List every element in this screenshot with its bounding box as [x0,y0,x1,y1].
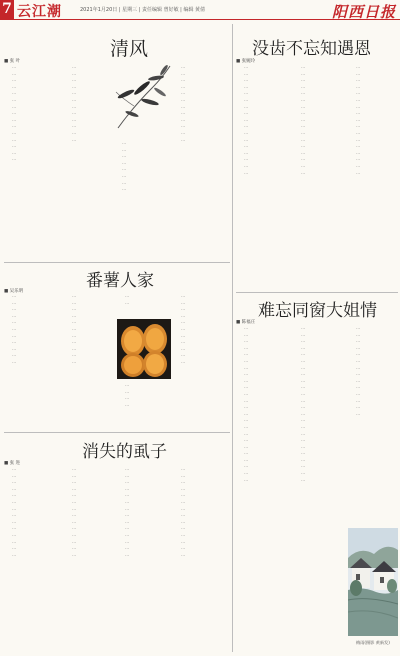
body-paragraph: … [181,96,186,102]
body-paragraph: … [181,136,186,142]
sweet-potato-photo [117,319,171,379]
body-paragraph: … [72,319,77,325]
body-paragraph: … [301,129,306,135]
body-paragraph: … [356,331,361,337]
article-body-meiyu-col3 [348,64,398,290]
article-body-qingfeng-col4 [173,64,230,259]
body-paragraph: … [301,116,306,122]
article-body-fanshu-col3-bottom [117,382,169,428]
body-paragraph: … [12,551,17,557]
body-paragraph: … [181,103,186,109]
body-paragraph: … [356,96,361,102]
byline-meiyu: ■ 张婉玲 [236,59,256,64]
byline-nanwang: ■ 陈福庄 [236,320,256,325]
body-paragraph: … [181,293,186,298]
body-paragraph: … [181,472,186,478]
body-paragraph: … [181,332,186,338]
body-paragraph: … [356,364,361,370]
body-paragraph: … [72,505,77,511]
body-paragraph: … [301,351,306,357]
body-paragraph: … [72,332,77,338]
paper-name: 阳西日报 [331,3,396,21]
body-paragraph: … [181,479,186,485]
byline-zizi: ■ 张 进 [4,461,21,466]
body-paragraph: … [181,525,186,531]
body-paragraph: … [122,159,127,165]
body-paragraph: … [301,344,306,350]
body-paragraph: … [12,123,17,129]
body-paragraph: … [301,463,306,469]
byline-fanshu: ■ 吴乐明 [4,289,24,294]
body-paragraph: … [301,103,306,109]
body-paragraph: … [301,77,306,83]
body-paragraph: … [244,437,249,443]
body-paragraph: … [244,404,249,410]
body-paragraph: … [125,505,130,511]
body-paragraph: … [356,162,361,168]
body-paragraph: … [301,325,306,330]
body-paragraph: … [301,143,306,149]
body-paragraph: … [12,136,17,142]
article-title-fanshu: 番薯人家 [86,271,154,291]
body-paragraph: … [244,338,249,344]
body-paragraph: … [72,312,77,318]
body-paragraph: … [301,430,306,436]
divider-fanshu [4,262,230,263]
body-paragraph: … [301,83,306,89]
body-paragraph: … [72,103,77,109]
body-paragraph: … [181,306,186,312]
body-paragraph: … [72,90,77,96]
body-paragraph: … [12,492,17,498]
body-paragraph: … [301,357,306,363]
body-paragraph: … [301,443,306,449]
section-name: 云江潮 [17,4,62,20]
body-paragraph: … [301,404,306,410]
body-paragraph: … [356,344,361,350]
body-paragraph: … [125,388,130,394]
article-body-fanshu-col2 [64,293,114,428]
body-paragraph: … [356,371,361,377]
body-paragraph: … [301,384,306,390]
article-body-zizi-col1 [4,466,60,652]
body-paragraph: … [244,77,249,83]
body-paragraph: … [181,319,186,325]
body-paragraph: … [244,162,249,168]
body-paragraph: … [356,110,361,116]
body-paragraph: … [12,90,17,96]
body-paragraph: … [72,531,77,537]
body-paragraph: … [125,545,130,551]
body-paragraph: … [12,110,17,116]
body-paragraph: … [12,332,17,338]
body-paragraph: … [72,64,77,69]
body-paragraph: … [356,397,361,403]
body-paragraph: … [244,397,249,403]
article-body-fanshu-col3-top [117,293,169,318]
body-paragraph: … [72,116,77,122]
body-paragraph: … [12,64,17,69]
byline-qingfeng: ■ 张 叶 [4,59,21,64]
body-paragraph: … [356,384,361,390]
body-paragraph: … [72,512,77,518]
photo-caption: 梅雨(摄影 黄新发) [356,640,390,645]
article-body-nanwang-col2 [293,325,345,652]
body-paragraph: … [72,70,77,76]
body-paragraph: … [301,476,306,482]
body-paragraph: … [181,352,186,358]
body-paragraph: … [125,512,130,518]
body-paragraph: … [181,325,186,331]
body-paragraph: … [181,129,186,135]
body-paragraph: … [301,417,306,423]
village-painting [348,528,398,636]
body-paragraph: … [72,306,77,312]
article-body-meiyu-col1 [236,64,290,290]
body-paragraph: … [72,466,77,471]
body-paragraph: … [72,358,77,364]
body-paragraph: … [356,377,361,383]
body-paragraph: … [125,551,130,557]
body-paragraph: … [181,64,186,69]
body-paragraph: … [356,77,361,83]
body-paragraph: … [356,123,361,129]
body-paragraph: … [181,485,186,491]
body-paragraph: … [125,382,130,387]
article-body-zizi-col4 [173,466,230,652]
body-paragraph: … [244,371,249,377]
body-paragraph: … [244,410,249,416]
body-paragraph: … [12,70,17,76]
body-paragraph: … [12,545,17,551]
body-paragraph: … [12,143,17,149]
body-paragraph: … [181,116,186,122]
body-paragraph: … [125,492,130,498]
body-paragraph: … [72,498,77,504]
body-paragraph: … [125,538,130,544]
article-body-meiyu-col2 [293,64,345,290]
body-paragraph: … [72,352,77,358]
body-paragraph: … [356,156,361,162]
body-paragraph: … [125,485,130,491]
body-paragraph: … [12,103,17,109]
body-paragraph: … [356,404,361,410]
body-paragraph: … [244,476,249,482]
body-paragraph: … [244,463,249,469]
body-paragraph: … [244,110,249,116]
body-paragraph: … [244,116,249,122]
article-body-qingfeng-col2 [64,64,110,259]
body-paragraph: … [181,299,186,305]
body-paragraph: … [181,551,186,557]
body-paragraph: … [181,345,186,351]
divider-zizi [4,432,230,433]
body-paragraph: … [181,110,186,116]
divider-nanwang [236,292,398,293]
body-paragraph: … [356,90,361,96]
body-paragraph: … [125,525,130,531]
body-paragraph: … [72,551,77,557]
body-paragraph: … [125,498,130,504]
body-paragraph: … [72,538,77,544]
body-paragraph: … [12,485,17,491]
body-paragraph: … [125,466,130,471]
body-paragraph: … [301,371,306,377]
body-paragraph: … [12,83,17,89]
body-paragraph: … [181,518,186,524]
article-body-nanwang-col3 [348,325,398,525]
body-paragraph: … [181,498,186,504]
body-paragraph: … [72,110,77,116]
body-paragraph: … [72,492,77,498]
body-paragraph: … [244,377,249,383]
body-paragraph: … [244,90,249,96]
body-paragraph: … [356,351,361,357]
body-paragraph: … [181,505,186,511]
body-paragraph: … [244,331,249,337]
body-paragraph: … [244,430,249,436]
body-paragraph: … [301,136,306,142]
body-paragraph: … [244,129,249,135]
article-body-zizi-col3 [117,466,169,652]
body-paragraph: … [244,325,249,330]
body-paragraph: … [12,358,17,364]
body-paragraph: … [181,77,186,83]
masthead [0,0,400,20]
body-paragraph: … [356,103,361,109]
body-paragraph: … [244,384,249,390]
body-paragraph: … [12,156,17,162]
body-paragraph: … [72,325,77,331]
body-paragraph: … [244,143,249,149]
body-paragraph: … [244,470,249,476]
body-paragraph: … [244,417,249,423]
body-paragraph: … [12,77,17,83]
body-paragraph: … [356,325,361,330]
body-paragraph: … [72,83,77,89]
body-paragraph: … [244,136,249,142]
body-paragraph: … [72,293,77,298]
body-paragraph: … [181,531,186,537]
body-paragraph: … [244,443,249,449]
body-paragraph: … [301,149,306,155]
article-body-zizi-col2 [64,466,114,652]
body-paragraph: … [12,538,17,544]
body-paragraph: … [244,423,249,429]
article-title-zizi: 消失的虱子 [82,442,167,462]
body-paragraph: … [12,129,17,135]
body-paragraph: … [72,129,77,135]
dateline: 2021年1月20日 | 星期三 | 责任编辑 曾好敏 | 编辑 黄倩 [80,7,206,13]
body-paragraph: … [122,153,127,159]
body-paragraph: … [12,466,17,471]
body-paragraph: … [301,169,306,175]
body-paragraph: … [356,410,361,416]
article-body-fanshu-col4 [173,293,230,428]
body-paragraph: … [244,70,249,76]
body-paragraph: … [125,299,130,305]
body-paragraph: … [301,110,306,116]
body-paragraph: … [301,470,306,476]
body-paragraph: … [12,525,17,531]
body-paragraph: … [244,456,249,462]
body-paragraph: … [122,140,127,145]
body-paragraph: … [122,166,127,172]
body-paragraph: … [12,352,17,358]
body-paragraph: … [72,123,77,129]
body-paragraph: … [181,358,186,364]
body-paragraph: … [356,83,361,89]
body-paragraph: … [125,401,130,407]
body-paragraph: … [301,450,306,456]
article-body-qingfeng-col1 [4,64,60,259]
body-paragraph: … [181,70,186,76]
bamboo-ink-sketch [112,58,174,138]
body-paragraph: … [301,331,306,337]
body-paragraph: … [12,299,17,305]
body-paragraph: … [125,395,130,401]
body-paragraph: … [12,479,17,485]
body-paragraph: … [244,357,249,363]
body-paragraph: … [72,77,77,83]
body-paragraph: … [301,70,306,76]
body-paragraph: … [356,129,361,135]
body-paragraph: … [12,345,17,351]
body-paragraph: … [12,312,17,318]
article-body-qingfeng-col3 [114,140,169,259]
body-paragraph: … [301,90,306,96]
article-title-qingfeng: 清风 [110,38,149,60]
article-body-fanshu-col1 [4,293,60,428]
body-paragraph: … [356,338,361,344]
body-paragraph: … [12,96,17,102]
body-paragraph: … [244,450,249,456]
body-paragraph: … [301,410,306,416]
body-paragraph: … [244,390,249,396]
body-paragraph: … [301,397,306,403]
body-paragraph: … [12,512,17,518]
body-paragraph: … [12,518,17,524]
body-paragraph: … [72,518,77,524]
body-paragraph: … [301,423,306,429]
body-paragraph: … [12,293,17,298]
body-paragraph: … [244,344,249,350]
body-paragraph: … [244,351,249,357]
page-number: 7 [0,0,14,19]
body-paragraph: … [12,505,17,511]
body-paragraph: … [72,299,77,305]
body-paragraph: … [356,143,361,149]
body-paragraph: … [356,357,361,363]
body-paragraph: … [72,472,77,478]
article-title-meiyu: 没齿不忘知遇恩 [252,39,371,59]
body-paragraph: … [122,146,127,152]
body-paragraph: … [181,83,186,89]
body-paragraph: … [301,96,306,102]
body-paragraph: … [181,512,186,518]
body-paragraph: … [12,472,17,478]
body-paragraph: … [12,319,17,325]
body-paragraph: … [301,162,306,168]
body-paragraph: … [181,466,186,471]
body-paragraph: … [244,156,249,162]
body-paragraph: … [125,518,130,524]
body-paragraph: … [301,64,306,69]
body-paragraph: … [181,312,186,318]
body-paragraph: … [244,123,249,129]
body-paragraph: … [181,90,186,96]
body-paragraph: … [181,545,186,551]
body-paragraph: … [12,339,17,345]
body-paragraph: … [181,123,186,129]
body-paragraph: … [301,364,306,370]
body-paragraph: … [356,116,361,122]
body-paragraph: … [12,116,17,122]
body-paragraph: … [122,172,127,178]
body-paragraph: … [125,479,130,485]
body-paragraph: … [72,96,77,102]
body-paragraph: … [125,293,130,298]
body-paragraph: … [244,64,249,69]
body-paragraph: … [244,83,249,89]
body-paragraph: … [72,479,77,485]
body-paragraph: … [12,149,17,155]
body-paragraph: … [181,492,186,498]
body-paragraph: … [72,345,77,351]
article-body-nanwang-col1 [236,325,290,652]
article-title-nanwang: 难忘同窗大姐情 [258,301,377,321]
body-paragraph: … [301,456,306,462]
body-paragraph: … [72,136,77,142]
body-paragraph: … [244,103,249,109]
body-paragraph: … [122,179,127,185]
body-paragraph: … [301,338,306,344]
body-paragraph: … [356,136,361,142]
body-paragraph: … [72,485,77,491]
body-paragraph: … [301,156,306,162]
body-paragraph: … [181,538,186,544]
body-paragraph: … [72,525,77,531]
body-paragraph: … [301,123,306,129]
body-paragraph: … [12,498,17,504]
body-paragraph: … [301,377,306,383]
body-paragraph: … [125,531,130,537]
body-paragraph: … [12,531,17,537]
body-paragraph: … [356,390,361,396]
body-paragraph: … [301,390,306,396]
body-paragraph: … [356,149,361,155]
body-paragraph: … [356,70,361,76]
body-paragraph: … [12,325,17,331]
body-paragraph: … [72,339,77,345]
body-paragraph: … [181,339,186,345]
body-paragraph: … [244,149,249,155]
body-paragraph: … [122,186,127,192]
body-paragraph: … [125,472,130,478]
body-paragraph: … [356,64,361,69]
column-divider [232,24,233,652]
body-paragraph: … [72,545,77,551]
body-paragraph: … [356,169,361,175]
body-paragraph: … [244,96,249,102]
body-paragraph: … [244,169,249,175]
body-paragraph: … [301,437,306,443]
body-paragraph: … [12,306,17,312]
body-paragraph: … [244,364,249,370]
